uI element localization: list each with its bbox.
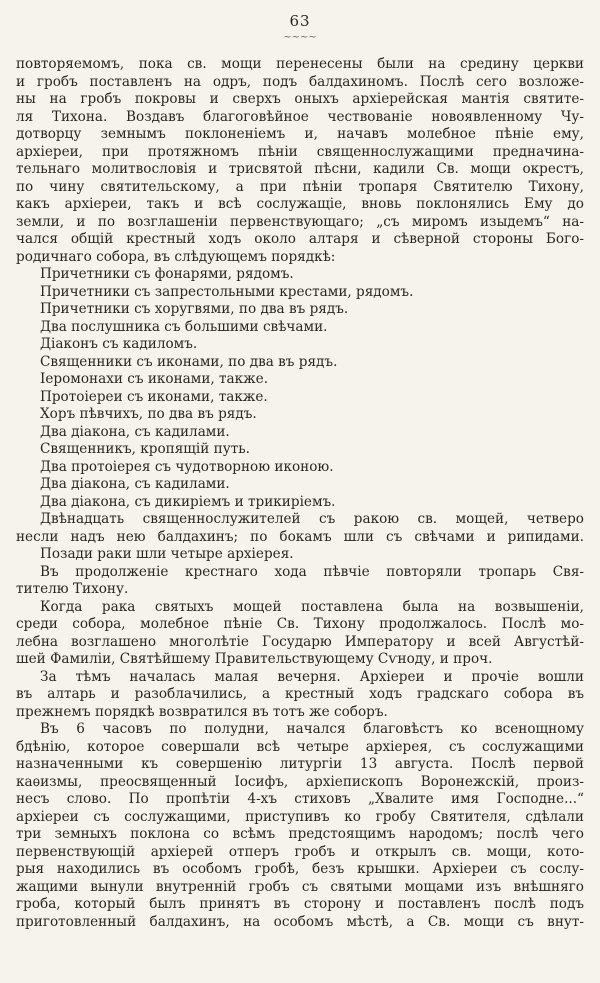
text-line: первенствующій архіерей отперъ гробъ и открылъ св. мощи, кото- <box>16 843 584 860</box>
text-line: лебна возглашено многолѣтіе Государю Императору и всей Августѣй- <box>16 633 584 650</box>
text-line: Іеромонахи съ иконами, также. <box>40 371 269 387</box>
text-line: Въ 6 часовъ по полудни, начался благовѣстъ ко всенощному <box>40 721 584 737</box>
text-line: дотворцу земнымъ поклоненіемъ и, начавъ молебное пѣніе ему, <box>16 126 584 142</box>
text-line: Въ продолженіе крестнаго хода пѣвчіе повторяли тропарь Свя- <box>40 563 584 580</box>
text-line: гроба, который былъ принятъ въ сторону и поставленъ послѣ подъ <box>16 896 584 912</box>
text-line: и гробъ поставленъ на одръ, подъ балдахиномъ. Послѣ сего возложе- <box>16 73 584 90</box>
text-line: Двѣнадцать священнослужителей съ ракою св. мощей, четверо <box>40 511 584 527</box>
text-line: Позади раки шли четыре архіерея. <box>40 546 294 562</box>
text-line: Священники съ иконами, по два въ рядъ. <box>40 353 338 370</box>
text-line: земли, и по возглашеніи первенствующаго; „съ миромъ изыдемъ“ на- <box>16 213 584 230</box>
text-line: жащими вынули внутренній гробъ съ святыми мощами изъ внѣшняго <box>16 878 584 895</box>
text-line: Священникъ, кропящій путь. <box>40 441 250 457</box>
text-body <box>16 56 584 931</box>
text-line: Протоіереи съ иконами, также. <box>40 388 268 405</box>
text-line: тителю Тихону. <box>16 581 129 597</box>
text-line: прежнемъ порядкѣ возвратился въ тотъ же соборъ. <box>16 703 388 720</box>
text-line: родичнаго собора, въ слѣдующемъ порядкѣ: <box>16 248 336 265</box>
text-line: Діаконъ съ кадиломъ. <box>40 336 198 352</box>
text-line: какъ архіереи, такъ и всѣ сослужащіе, вновь поклонялись Ему до <box>16 196 584 212</box>
text-line: тельнаго молитвословія и трисвятой пѣсни, кадили Св. мощи окрестъ, <box>16 161 584 177</box>
text-line: Причетники съ фонарями, рядомъ. <box>40 266 294 282</box>
text-line: среди собора, молебное пѣніе Св. Тихону продолжалось. Послѣ мо- <box>16 616 584 632</box>
text-line: Два послушника съ большими свѣчами. <box>40 318 328 335</box>
text-line: приготовленный балдахинъ, на особомъ мѣстѣ, а Св. мощи съ внут- <box>16 913 584 930</box>
text-line: шей Фамиліи, Святѣйшему Правительствующему Сѵноду, и проч. <box>16 651 493 667</box>
text-line: рыя находились въ особомъ гробѣ, безъ крышки. Архіереи съ сослу- <box>16 861 584 877</box>
text-line: архіереи съ сослужащими, приступивъ ко гробу Святителя, сдѣлали <box>16 808 584 825</box>
text-line: За тѣмъ началась малая вечерня. Архіереи и прочіе вошли <box>40 668 584 685</box>
text-line: несли надъ нею балдахинъ; по бокамъ шли съ свѣчами и рипидами. <box>16 528 584 545</box>
text-line: Хоръ пѣвчихъ, по два въ рядъ. <box>40 406 257 422</box>
text-line: Причетники съ хоругвями, по два въ рядъ. <box>40 301 349 317</box>
text-line: Два діакона, съ кадилами. <box>40 423 230 440</box>
text-line: Когда рака святыхъ мощей поставлена была на возвышеніи, <box>40 598 584 615</box>
text-line: несъ слово. По пропѣтіи 4-хъ стиховъ „Хвалите имя Господне...“ <box>16 791 584 807</box>
text-line: Два діакона, съ дикиріемъ и трикиріемъ. <box>40 493 336 510</box>
page-number: 63 <box>289 12 311 30</box>
ornament-divider: ~~~~ <box>283 32 317 43</box>
text-line: Два протоіерея съ чудотворною иконою. <box>40 458 334 475</box>
text-line: ля Тихона. Воздавъ благоговѣйное чествованіе новоявленному Чу- <box>16 108 584 125</box>
text-line: въ алтарь и разоблачились, а крестный ходъ градскаго собора въ <box>16 686 584 702</box>
text-line: каѳизмы, преосвященный Іосифъ, архіепископъ Воронежскій, произ- <box>16 773 584 790</box>
text-line: Причетники съ запрестольными крестами, рядомъ. <box>40 283 414 300</box>
text-line: ны на гробъ покровы и сверхъ оныхъ архіерейская мантія святите- <box>16 91 584 107</box>
text-line: по чину святительскому, а при пѣніи тропаря Святителю Тихону, <box>16 178 584 195</box>
text-line: три земныхъ поклона со всѣмъ предстоящимъ народомъ; послѣ чего <box>16 826 584 842</box>
text-line: повторяемомъ, пока св. мощи перенесены были на средину церкви <box>16 56 584 72</box>
text-line: чался общій крестный ходъ около алтаря и сѣверной стороны Бого- <box>16 231 584 247</box>
text-line: архіереи, при протяжномъ пѣніи священнослужащими предначина- <box>16 143 584 160</box>
text-line: бдѣнію, которое совершали всѣ четыре архіерея, съ сослужащими <box>16 738 584 755</box>
text-line: назначенными къ совершенію литургіи 13 августа. Послѣ первой <box>16 756 584 772</box>
text-line: Два діакона, съ кадилами. <box>40 476 230 492</box>
